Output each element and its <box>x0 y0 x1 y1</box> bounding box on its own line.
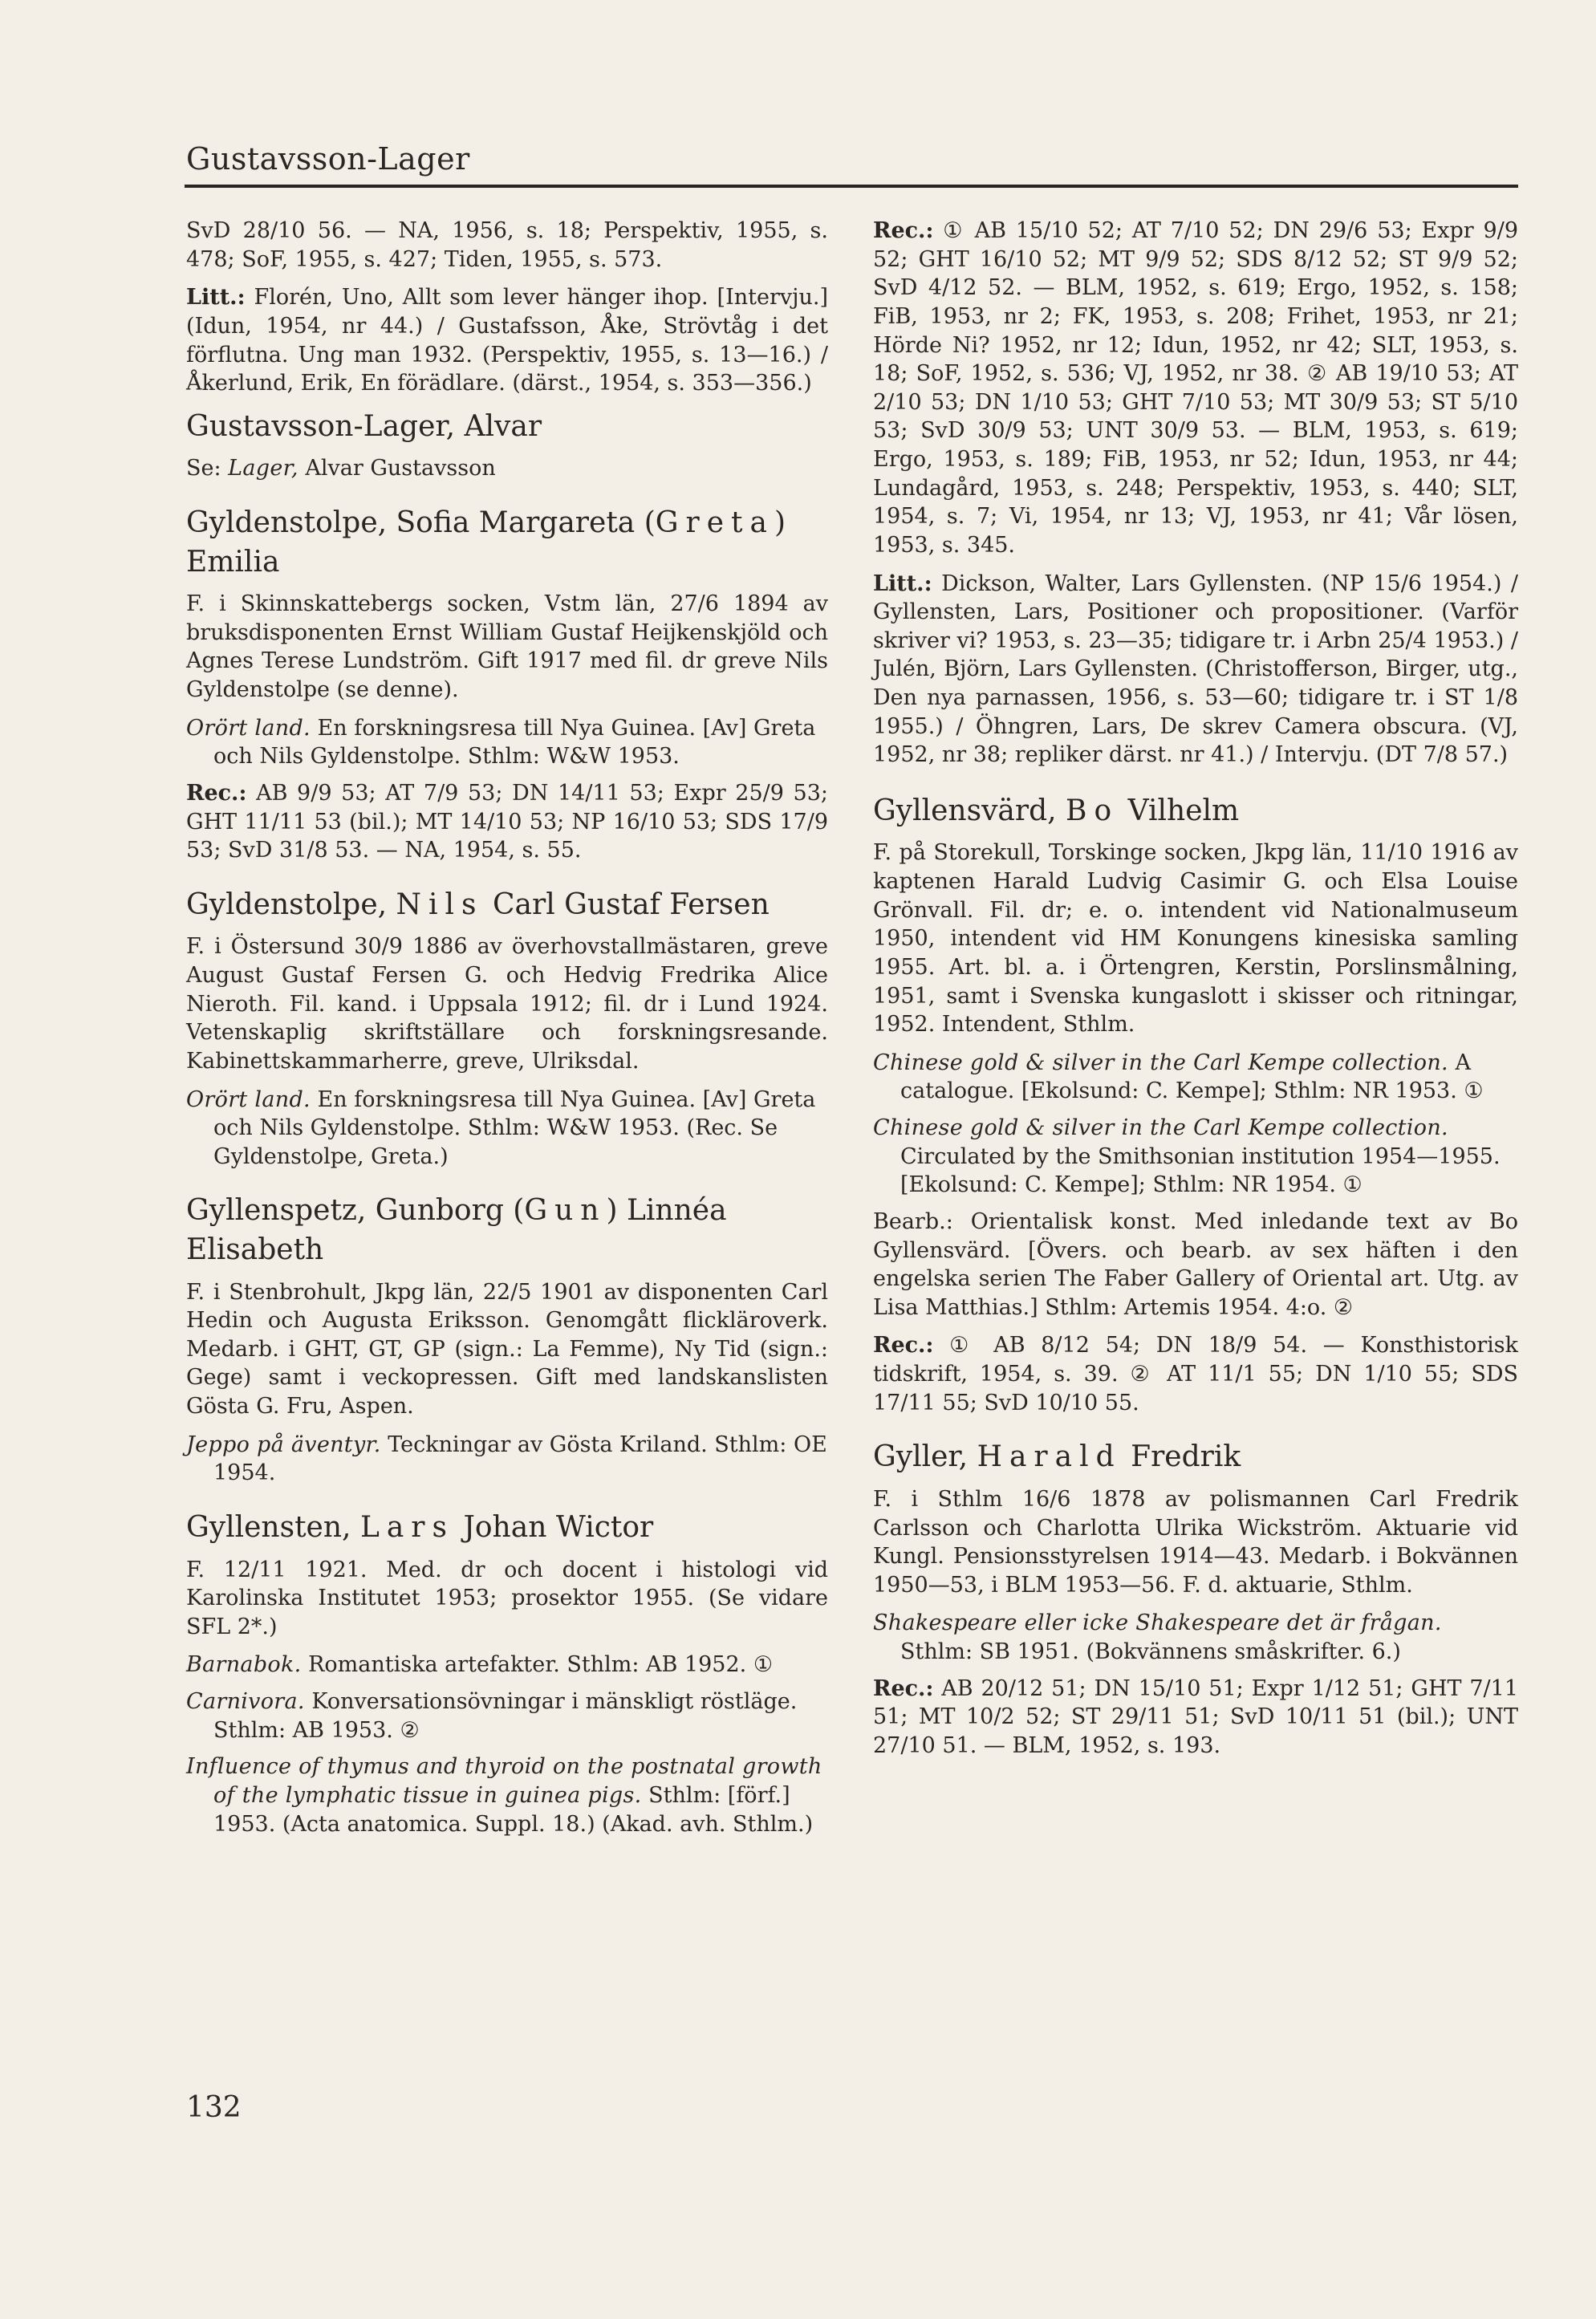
entry-title: Gyllensten, Lars Johan Wictor <box>186 1510 654 1544</box>
work-item: Orört land. En forskningsresa till Nya Guinea. [Av] Greta och Nils Gyldenstolpe. Sthlm: W&W 1953. <box>186 715 816 770</box>
continuation-rec: Rec.: ① AB 15/10 52; AT 7/10 52; DN 29/6 53; Expr 9/9 52; GHT 16/10 52; MT 9/9 52; SDS 8/12 52; ST 9/9 52; SvD 4/12 52. — BLM, 1952, s. 619; Ergo, 1952, s. 158; FiB, 1953, nr 2; FK, 1953, s. 208; Frihet, 1953, nr 21; Hörde Ni? 1952, nr 12; Idun, 1952, nr 42; SLT, 1953, s. 18; SoF, 1952, s. 536; VJ, 1952, nr 38. ② AB 19/10 53; AT 2/10 53; DN 1/10 53; GHT 7/10 53; MT 30/9 53; ST 5/10 53; SvD 30/9 53; UNT 30/9 53. — BLM, 1953, s. 619; Ergo, 1953, s. 189; FiB, 1953, nr 52; Idun, 1953, nr 44; Lundagård, 1953, s. 248; Perspektiv, 1953, s. 440; SLT, 1954, s. 7; Vi, 1954, nr 13; VJ, 1953, nr 41; Vår lösen, 1953, s. 345. <box>873 218 1518 558</box>
work-item: Influence of thymus and thyroid on the postnatal growth of the lymphatic tissue in guinea pigs. Sthlm: [förf.] 1953. (Acta anatomica. Suppl. 18.) (Akad. avh. Sthlm.) <box>186 1754 822 1837</box>
entry-gyldenstolpe-nils <box>186 886 828 1172</box>
entry-gyllenspetz <box>186 1192 828 1488</box>
work-item: Chinese gold & silver in the Carl Kempe collection. Circulated by the Smithsonian institution 1954—1955. [Ekolsund: C. Kempe]; Sthlm: NR 1954. ① <box>873 1115 1501 1198</box>
work-item: Chinese gold & silver in the Carl Kempe collection. A catalogue. [Ekolsund: C. Kempe]; Sthlm: NR 1953. ① <box>873 1050 1484 1104</box>
entry-adaptation: Bearb.: Orientalisk konst. Med inledande text av Bo Gyllensvärd. [Övers. och bearb. av sex häften i den engelska serien The Faber Gallery of Oriental art. Utg. av Lisa Matthias.] Sthlm: Artemis 1954. 4:o. ② <box>873 1208 1518 1320</box>
entry-bio: F. 12/11 1921. Med. dr och docent i histologi vid Karolinska Institutet 1953; prosektor 1955. (Se vidare SFL 2*.) <box>186 1557 828 1639</box>
entry-bio: F. i Sthlm 16/6 1878 av polismannen Carl Fredrik Carlsson och Charlotta Ulrika Wickström. Aktuarie vid Kungl. Pensionsstyrelsen 1914—43. Medarb. i Bokvännen 1950—53, i BLM 1953—56. F. d. aktuarie, Sthlm. <box>873 1486 1518 1598</box>
work-item: Jeppo på äventyr. Teckningar av Gösta Kriland. Sthlm: OE 1954. <box>186 1432 827 1486</box>
entry-title: Gyllensvärd, Bo Vilhelm <box>873 794 1240 827</box>
entry-bio: F. i Östersund 30/9 1886 av överhovstallmästaren, greve August Gustaf Fersen G. och Hedvig Fredrika Alice Nieroth. Fil. kand. i Uppsala 1912; fil. dr i Lund 1924. Vetenskaplig skriftställare och forskningsresande. Kabinettskammarherre, greve, Ulriksdal. <box>186 934 828 1074</box>
see-reference: Se: Lager, Alvar Gustavsson <box>186 456 496 481</box>
entry-gyldenstolpe-greta <box>186 504 828 865</box>
running-title: Gustavsson-Lager <box>186 141 470 177</box>
entry-reviews: Rec.: ① AB 8/12 54; DN 18/9 54. — Konsthistorisk tidskrift, 1954, s. 39. ② AT 11/1 55; DN 1/10 55; SDS 17/11 55; SvD 10/10 55. <box>873 1333 1518 1415</box>
work-item: Carnivora. Konversationsövningar i mänskligt röstläge. Sthlm: AB 1953. ② <box>186 1689 798 1743</box>
entry-gustavsson-lager <box>186 408 828 483</box>
continuation-rec: SvD 28/10 56. — NA, 1956, s. 18; Perspektiv, 1955, s. 478; SoF, 1955, s. 427; Tiden, 1955, s. 573. <box>186 218 828 272</box>
entry-title: Gyllenspetz, Gunborg (Gun) Linnéa Elisabeth <box>186 1194 727 1266</box>
entry-title: Gyller, Harald Fredrik <box>873 1440 1241 1474</box>
entry-gyller <box>873 1438 1518 1760</box>
entry-gyllensvard <box>873 792 1518 1417</box>
entry-bio: F. i Stenbrohult, Jkpg län, 22/5 1901 av disponenten Carl Hedin och Augusta Eriksson. Genomgått flickläroverk. Medarb. i GHT, GT, GP (sign.: La Femme), Ny Tid (sign.: Gege) samt i veckopressen. Gift med landskanslisten Gösta G. Fru, Aspen. <box>186 1279 828 1419</box>
entry-title: Gyldenstolpe, Nils Carl Gustaf Fersen <box>186 887 770 921</box>
work-item: Orört land. En forskningsresa till Nya Guinea. [Av] Greta och Nils Gyldenstolpe. Sthlm: W&W 1953. (Rec. Se Gyldenstolpe, Greta.) <box>186 1086 816 1169</box>
entry-title: Gyldenstolpe, Sofia Margareta (Greta) Emilia <box>186 506 786 579</box>
entry-bio: F. på Storekull, Torskinge socken, Jkpg län, 11/10 1916 av kaptenen Harald Ludvig Casimir G. och Elsa Louise Grönvall. Fil. dr; e. o. intendent vid Nationalmuseum 1950, intendent vid HM Konungens kinesiska samling 1955. Art. bl. a. i Örtengren, Kerstin, Porslinsmålning, 1951, samt i Svenska kungaslott i skisser och ritningar, 1952. Intendent, Sthlm. <box>873 840 1518 1038</box>
left-column <box>186 217 828 1859</box>
entry-gyllensten <box>186 1509 828 1838</box>
entry-bio: F. i Skinnskattebergs socken, Vstm län, 27/6 1894 av bruksdisponenten Ernst William Gustaf Heijkenskjöld och Agnes Terese Lundström. Gift 1917 med fil. dr greve Nils Gyldenstolpe (se denne). <box>186 591 828 703</box>
header-rule <box>185 185 1518 188</box>
continuation-litt: Litt.: Florén, Uno, Allt som lever hänger ihop. [Intervju.] (Idun, 1954, nr 44.) / Gustafsson, Åke, Strövtåg i det förflutna. Ung man 1932. (Perspektiv, 1955, s. 13—16.) / Åkerlund, Erik, En förädlare. (därst., 1954, s. 353—356.) <box>186 285 828 396</box>
page-number: 132 <box>186 2091 242 2124</box>
entry-reviews: Rec.: AB 20/12 51; DN 15/10 51; Expr 1/12 51; GHT 7/11 51; MT 10/2 52; ST 29/11 51; SvD 10/11 51 (bil.); UNT 27/10 51. — BLM, 1952, s. 193. <box>873 1675 1518 1758</box>
work-item: Barnabok. Romantiska artefakter. Sthlm: AB 1952. ① <box>186 1652 774 1678</box>
continuation-litt: Litt.: Dickson, Walter, Lars Gyllensten. (NP 15/6 1954.) / Gyllensten, Lars, Positioner och propositioner. (Varför skriver vi? 1953, s. 23—35; tidigare tr. i Arbn 25/4 1953.) / Julén, Björn, Lars Gyllensten. (Christofferson, Birger, utg., Den nya parnassen, 1956, s. 53—60; tidigare tr. i ST 1/8 1955.) / Öhngren, Lars, De skrev Camera obscura. (VJ, 1952, nr 38; repliker därst. nr 41.) / Intervju. (DT 7/8 57.) <box>873 571 1518 768</box>
entry-reviews: Rec.: AB 9/9 53; AT 7/9 53; DN 14/11 53; Expr 25/9 53; GHT 11/11 53 (bil.); MT 14/10 53; NP 16/10 53; SDS 17/9 53; SvD 31/8 53. — NA, 1954, s. 55. <box>186 780 828 863</box>
entry-title: Gustavsson-Lager, Alvar <box>186 409 542 443</box>
right-column <box>873 217 1518 1781</box>
work-item: Shakespeare eller icke Shakespeare det är frågan. Sthlm: SB 1951. (Bokvännens småskrifter. 6.) <box>873 1610 1442 1665</box>
